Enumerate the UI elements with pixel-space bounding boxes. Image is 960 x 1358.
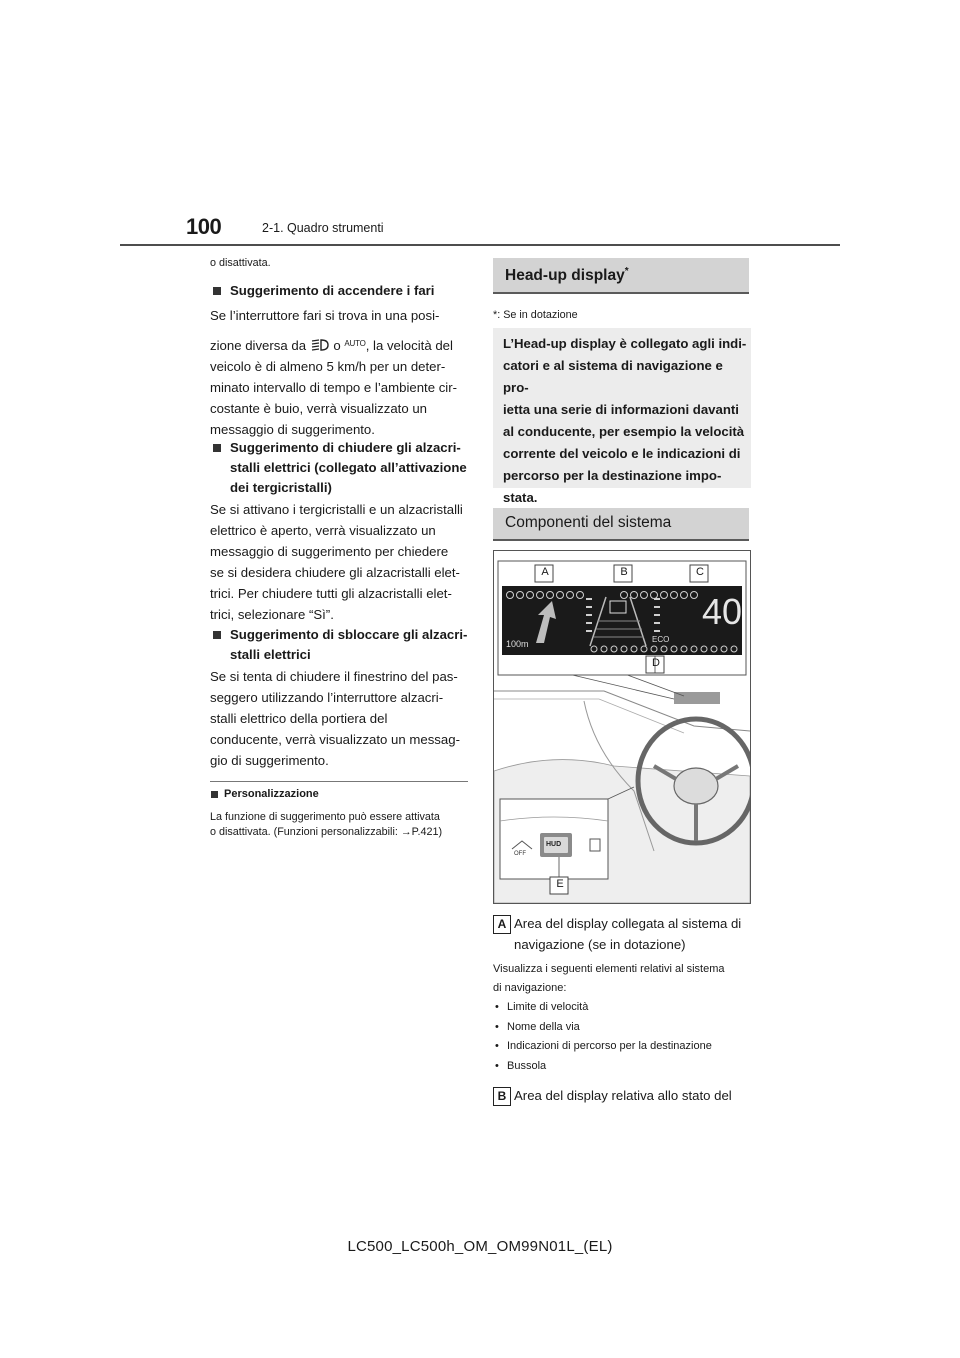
square-bullet-icon bbox=[213, 287, 221, 295]
item-a-description bbox=[493, 960, 751, 998]
square-bullet-icon bbox=[213, 631, 221, 639]
note-divider bbox=[210, 781, 468, 782]
square-bullet-icon bbox=[211, 791, 218, 798]
unlock-windows-title: Suggerimento di sbloccare gli alzacri- bbox=[230, 627, 468, 642]
hud-figure bbox=[493, 550, 751, 904]
note-body bbox=[210, 810, 472, 840]
item-a-tag: A bbox=[493, 915, 511, 934]
item-a-text bbox=[514, 913, 750, 955]
unlock-windows-line: stalli elettrico della portiera del bbox=[210, 711, 388, 726]
bullet-item: • Limite di velocità bbox=[493, 998, 751, 1018]
close-windows-line: elettrico è aperto, verrà visualizzato un bbox=[210, 523, 436, 538]
unlock-windows-line: conducente, verrà visualizzato un messag- bbox=[210, 732, 460, 747]
page-number: 100 bbox=[186, 214, 222, 239]
item-a-line: Area del display collegata al sistema di bbox=[514, 916, 742, 931]
headlight-body bbox=[210, 305, 472, 440]
unlock-windows-body bbox=[210, 666, 472, 771]
figure-label-b: B bbox=[620, 566, 628, 578]
figure-label-e: E bbox=[556, 878, 564, 890]
note-line: o disattivata. (Funzioni personalizzabili: →P.421) bbox=[210, 826, 443, 838]
section-unlock-windows-suggestion bbox=[210, 625, 490, 665]
figure-label-d: D bbox=[652, 657, 660, 669]
low-beam-lamp-icon bbox=[310, 337, 330, 351]
figure-distance: 100m bbox=[506, 639, 529, 649]
headlight-line: minato intervallo di tempo e l’ambiente cir- bbox=[210, 380, 458, 395]
item-a-desc-line: di navigazione: bbox=[493, 982, 567, 994]
note-heading bbox=[210, 788, 319, 800]
bullet-item: • Bussola bbox=[493, 1057, 751, 1077]
page-footer: LC500_LC500h_OM_OM99N01L_(EL) bbox=[347, 1238, 613, 1255]
figure-hud-button: HUD bbox=[546, 841, 562, 848]
close-windows-title: Suggerimento di chiudere gli alzacri- bbox=[230, 440, 461, 455]
unlock-windows-line: seggero utilizzando l’interruttore alzacri- bbox=[210, 690, 444, 705]
hud-title-text: Head-up display bbox=[505, 267, 625, 285]
lead-line: catori e al sistema di navigazione e pro- bbox=[503, 358, 723, 395]
section-close-windows-suggestion bbox=[210, 438, 490, 498]
headlight-line: costante è buio, verrà visualizzato un bbox=[210, 401, 427, 416]
figure-eco: ECO bbox=[652, 635, 670, 644]
header-rule bbox=[120, 244, 840, 246]
unlock-windows-title: stalli elettrici bbox=[230, 647, 311, 662]
headlight-line-part: zione diversa da bbox=[210, 338, 307, 353]
components-section-bar bbox=[493, 508, 749, 541]
headlight-rest bbox=[210, 356, 472, 440]
lead-line: L’Head-up display è collegato agli indi- bbox=[503, 336, 747, 351]
item-b-text: Area del display relativa allo stato del bbox=[514, 1088, 732, 1103]
close-windows-line: Se si attivano i tergicristalli e un alzacristalli bbox=[210, 502, 463, 517]
item-a-bullets bbox=[493, 998, 751, 1076]
item-b-tag: B bbox=[493, 1087, 511, 1106]
headlight-line-part: o bbox=[333, 338, 341, 353]
lead-box bbox=[493, 328, 751, 505]
headlight-line: Se l’interruttore fari si trova in una posi- bbox=[210, 308, 440, 323]
close-windows-title: stalli elettrici (collegato all’attivazione bbox=[230, 460, 467, 475]
note-title: Personalizzazione bbox=[224, 788, 319, 800]
bullet-item: • Nome della via bbox=[493, 1018, 751, 1038]
headlight-line-icons bbox=[210, 333, 472, 356]
hud-title-asterisk: * bbox=[624, 266, 629, 277]
bullet-item: • Indicazioni di percorso per la destinazione bbox=[493, 1037, 751, 1057]
note-line: La funzione di suggerimento può essere attivata bbox=[210, 811, 440, 823]
headlight-line: messaggio di suggerimento. bbox=[210, 422, 375, 437]
figure-label-c: C bbox=[696, 566, 704, 578]
close-windows-body bbox=[210, 499, 472, 625]
unlock-windows-line: gio di suggerimento. bbox=[210, 753, 329, 768]
section-header: 2-1. Quadro strumenti bbox=[262, 221, 384, 235]
hud-section-title bbox=[505, 266, 629, 285]
close-windows-line: se si desidera chiudere gli alzacristalli elet- bbox=[210, 565, 460, 580]
section-headlight-suggestion bbox=[210, 281, 490, 301]
auto-lamp-icon: AUTO bbox=[344, 339, 366, 348]
square-bullet-icon bbox=[213, 444, 221, 452]
figure-label-a: A bbox=[541, 566, 549, 578]
headlight-title: Suggerimento di accendere i fari bbox=[230, 283, 435, 298]
headlight-line-part: , la velocità del bbox=[365, 338, 453, 353]
lead-line: ietta una serie di informazioni davanti bbox=[503, 402, 739, 417]
lead-line: al conducente, per esempio la velocità bbox=[503, 424, 745, 439]
figure-off-label: OFF bbox=[514, 851, 526, 857]
close-windows-line: trici, selezionare “Sì”. bbox=[210, 607, 334, 622]
continued-text: o disattivata. bbox=[210, 257, 271, 269]
hud-section-bar bbox=[493, 258, 749, 294]
figure-speed: 40 bbox=[702, 591, 743, 632]
components-title: Componenti del sistema bbox=[505, 514, 672, 531]
item-a-line: navigazione (se in dotazione) bbox=[514, 937, 686, 952]
close-windows-line: messaggio di suggerimento per chiedere bbox=[210, 544, 449, 559]
lead-line: percorso per la destinazione impo- bbox=[503, 468, 722, 483]
item-a-desc-line: Visualizza i seguenti elementi relativi al sistema bbox=[493, 963, 725, 975]
lead-text bbox=[503, 333, 749, 509]
lead-line: stata. bbox=[503, 490, 538, 505]
footnote: *: Se in dotazione bbox=[493, 309, 578, 321]
close-windows-title: dei tergicristalli) bbox=[230, 480, 332, 495]
lead-line: corrente del veicolo e le indicazioni di bbox=[503, 446, 741, 461]
close-windows-line: trici. Per chiudere tutti gli alzacristalli elet- bbox=[210, 586, 452, 601]
headlight-line: veicolo è di almeno 5 km/h per un deter- bbox=[210, 359, 446, 374]
unlock-windows-line: Se si tenta di chiudere il finestrino del pas- bbox=[210, 669, 458, 684]
